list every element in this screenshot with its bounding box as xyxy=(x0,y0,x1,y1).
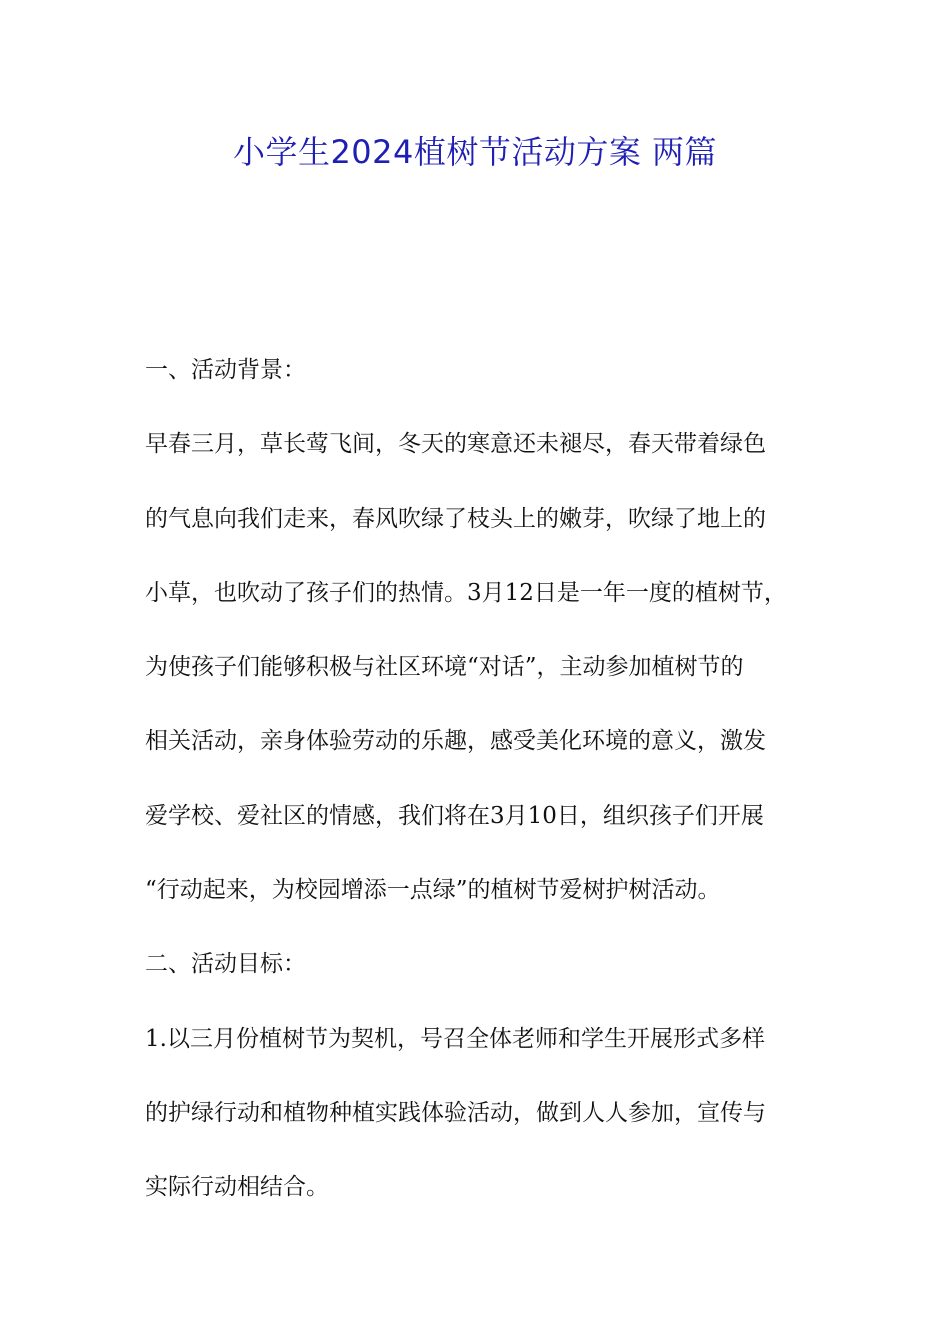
paragraph-line: 为使孩子们能够积极与社区环境“对话”，主动参加植树节的 xyxy=(145,654,744,681)
paragraph-line: 实际行动相结合。 xyxy=(145,1174,329,1201)
paragraph-line: 相关活动，亲身体验劳动的乐趣，感受美化环境的意义，激发 xyxy=(145,728,766,755)
paragraph-line: 早春三月，草长莺飞间，冬天的寒意还未褪尽，春天带着绿色 xyxy=(145,431,766,458)
section-heading-background: 一、活动背景： xyxy=(145,357,306,383)
document-body xyxy=(145,333,815,1225)
paragraph-line: 爱学校、爱社区的情感，我们将在3月10日，组织孩子们开展 xyxy=(145,802,764,829)
section-heading-goals: 二、活动目标： xyxy=(145,951,306,978)
paragraph-line: 1.以三月份植树节为契机，号召全体老师和学生开展形式多样 xyxy=(145,1025,765,1052)
document-title: 小学生2024植树节活动方案 两篇 xyxy=(232,133,718,171)
paragraph-line: “行动起来，为校园增添一点绿”的植树节爱树护树活动。 xyxy=(145,877,721,904)
paragraph-line: 的护绿行动和植物种植实践体验活动，做到人人参加，宣传与 xyxy=(145,1099,766,1126)
paragraph-line: 的气息向我们走来，春风吹绿了枝头上的嫩芽，吹绿了地上的 xyxy=(145,505,766,532)
paragraph-line: 小草，也吹动了孩子们的热情。3月12日是一年一度的植树节， xyxy=(145,579,787,606)
